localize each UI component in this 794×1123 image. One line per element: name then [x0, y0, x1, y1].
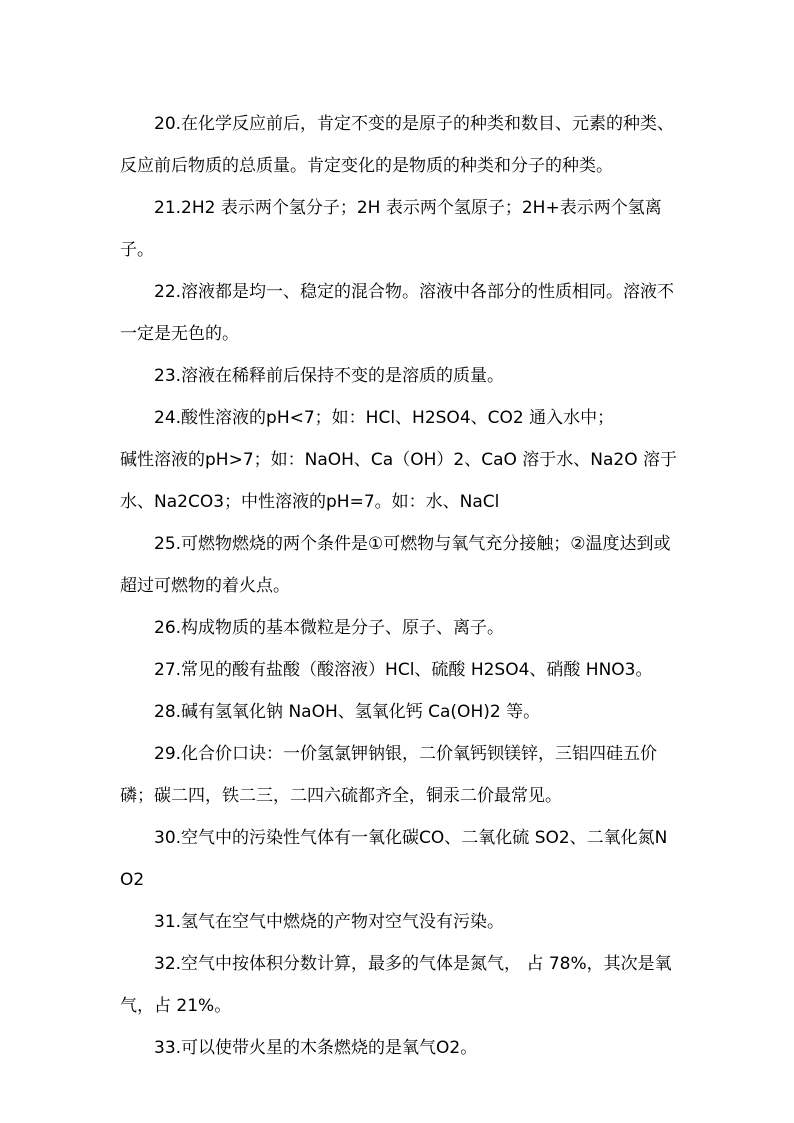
paragraph-27: 27.常见的酸有盐酸（酸溶液）HCl、硫酸 H2SO4、硝酸 HNO3。 [154, 660, 653, 680]
paragraph-24: 24.酸性溶液的pH<7；如：HCl、H2SO4、CO2 通入水中； [154, 408, 615, 428]
paragraph-28: 28.碱有氢氧化钠 NaOH、氢氧化钙 Ca(OH)2 等。 [154, 702, 541, 722]
paragraph-32: 32.空气中按体积分数计算，最多的气体是氮气， 占 78%，其次是氧气，占 21%。 [120, 954, 672, 1016]
paragraph-20: 20.在化学反应前后，肯定不变的是原子的种类和数目、元素的种类、反应前后物质的总质量。肯定变化的是物质的种类和分子的种类。 [120, 114, 675, 176]
paragraph-23: 23.溶液在稀释前后保持不变的是溶质的质量。 [154, 366, 505, 386]
paragraph-31: 31.氢气在空气中燃烧的产物对空气没有污染。 [154, 912, 505, 932]
paragraph-26: 26.构成物质的基本微粒是分子、原子、离子。 [154, 618, 505, 638]
paragraph-21: 21.2H2 表示两个氢分子；2H 表示两个氢原子；2H+表示两个氢离子。 [120, 198, 662, 260]
paragraph-25: 25.可燃物燃烧的两个条件是①可燃物与氧气充分接触；②温度达到或超过可燃物的着火点。 [120, 534, 671, 596]
document-body [120, 103, 680, 1069]
paragraph-33: 33.可以使带火星的木条燃烧的是氧气O2。 [154, 1038, 478, 1058]
paragraph-22: 22.溶液都是均一、稳定的混合物。溶液中各部分的性质相同。溶液不一定是无色的。 [120, 282, 675, 344]
paragraph-29: 29.化合价口诀：一价氢氯钾钠银，二价氧钙钡镁锌，三铝四硅五价磷；碳二四，铁二三，二四六硫都齐全，铜汞二价最常见。 [120, 744, 658, 806]
paragraph-30: 30.空气中的污染性气体有一氧化碳CO、二氧化硫 SO2、二氧化氮NO2 [120, 828, 668, 890]
paragraph-24-continued: 碱性溶液的pH>7；如：NaOH、Ca（OH）2、CaO 溶于水、Na2O 溶于水、Na2CO3；中性溶液的pH=7。如：水、NaCl [120, 450, 678, 512]
